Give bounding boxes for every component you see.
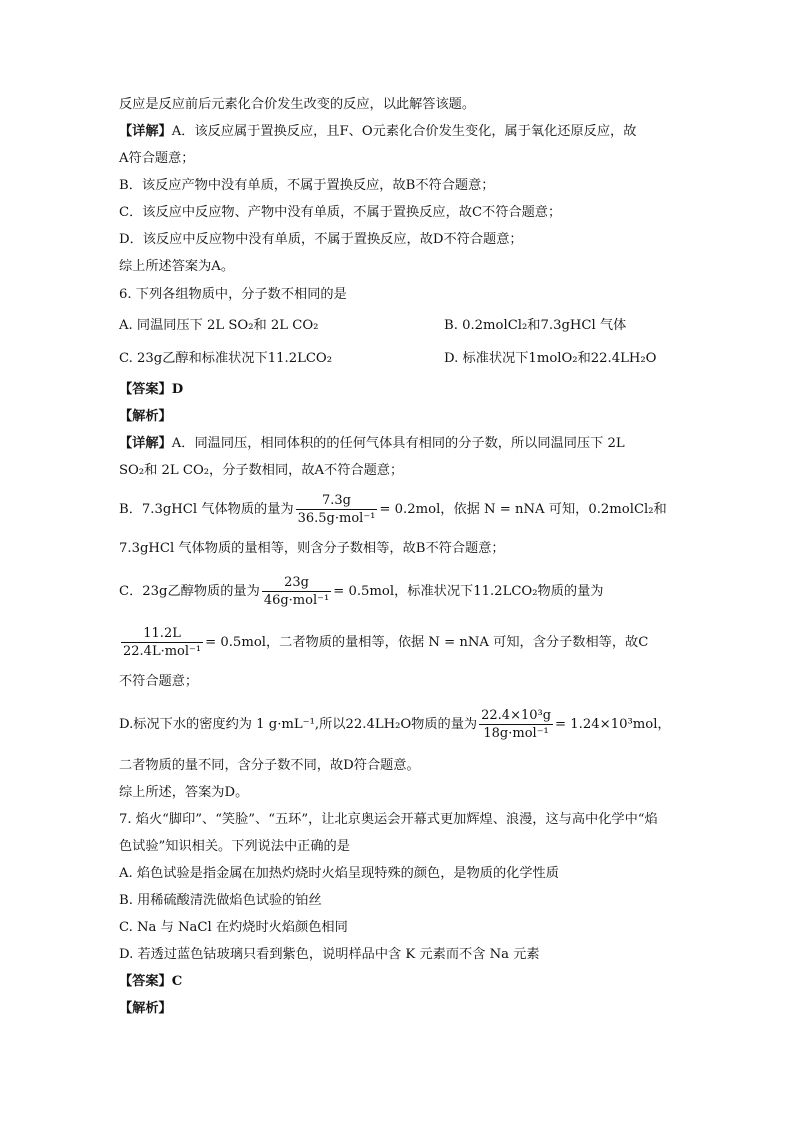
detail-tag: 【详解】: [119, 124, 172, 139]
question-6-stem: 6. 下列各组物质中，分子数不相同的是: [119, 287, 347, 302]
fraction: $\frac{7.3g}{\text{36.5g·mol⁻¹}}$: [297, 493, 376, 526]
q7-option-b: B. 用稀硫酸清洗做焰色试验的铂丝: [119, 893, 322, 908]
q7-answer: 【答案】C: [119, 974, 183, 989]
text-line: 不符合题意；: [119, 674, 199, 689]
q6-option-a: A. 同温同压下 2L SO₂和 2L CO₂: [119, 318, 319, 333]
text-line: D．该反应中反应物中没有单质，不属于置换反应，故D不符合题意；: [119, 232, 523, 247]
fraction: $\frac{11.2L}{\text{22.4L·mol⁻¹}}$: [123, 626, 202, 659]
q6-analysis-tag: 【解析】: [119, 409, 172, 424]
q7-option-a: A. 焰色试验是指金属在加热灼烧时火焰呈现特殊的颜色，是物质的化学性质: [119, 866, 559, 881]
formula-line-d: D.标况下水的密度约为 1 g·mL⁻¹,所以22.4LH₂O物质的量为 $\frac{\text{22.4×10³g}}{\text{18g·mol⁻¹}}$ = 1.24×10³mol，: [119, 708, 671, 741]
text-line: C．该反应中反应物、产物中没有单质，不属于置换反应，故C不符合题意；: [119, 205, 562, 220]
text-line: 7.3gHCl 气体物质的量相等，则含分子数相等，故B不符合题意；: [119, 541, 505, 556]
q6-answer: 【答案】D: [119, 382, 184, 397]
fraction: $\frac{\text{22.4×10³g}}{\text{18g·mol⁻¹}}$: [481, 708, 552, 741]
q7-option-d: D. 若透过蓝色钴玻璃只看到紫色，说明样品中含 K 元素而不含 Na 元素: [119, 947, 540, 962]
formula-line-c2: $\frac{11.2L}{\text{22.4L·mol⁻¹}}$ = 0.5mol，二者物质的量相等，依据 N = nNA 可知，含分子数相等，故C: [123, 626, 649, 659]
question-7-stem: 7. 焰火“脚印”、“笑脸”、“五环”，让北京奥运会开幕式更加辉煌、浪漫，这与高中化学中“焰: [119, 812, 658, 827]
q7-option-c: C. Na 与 NaCl 在灼烧时火焰颜色相同: [119, 920, 348, 935]
q6-option-b: B. 0.2molCl₂和7.3gHCl 气体: [444, 318, 627, 333]
text-line: 【详解】A．同温同压，相同体积的的任何气体具有相同的分子数，所以同温同压下 2L: [119, 436, 625, 451]
text-line: 综上所述，答案为D。: [119, 785, 249, 800]
q7-analysis-tag: 【解析】: [119, 1001, 172, 1016]
formula-line-c: C．23g乙醇物质的量为 $\frac{23g}{\text{46g·mol⁻¹}}$ = 0.5mol，标准状况下11.2LCO₂物质的量为: [119, 575, 604, 608]
text-line: SO₂和 2L CO₂，分子数相同，故A不符合题意；: [119, 463, 404, 478]
text-line: B．该反应产物中没有单质，不属于置换反应，故B不符合题意；: [119, 178, 495, 193]
q6-option-c: C. 23g乙醇和标准状况下11.2LCO₂: [119, 351, 333, 366]
text-line: 【详解】A．该反应属于置换反应，且F、O元素化合价发生变化，属于氧化还原反应，故: [119, 124, 637, 139]
fraction: $\frac{23g}{\text{46g·mol⁻¹}}$: [263, 575, 330, 608]
formula-line-b: B．7.3gHCl 气体物质的量为 $\frac{7.3g}{\text{36.5g·mol⁻¹}}$ = 0.2mol，依据 N = nNA 可知，0.2molCl₂和: [119, 493, 667, 526]
text-line: 反应是反应前后元素化合价发生改变的反应，以此解答该题。: [119, 97, 476, 112]
question-7-stem: 色试验”知识相关。下列说法中正确的是: [119, 839, 350, 854]
q6-option-d: D. 标准状况下1molO₂和22.4LH₂O: [444, 351, 657, 366]
text-line: 综上所述答案为A。: [119, 259, 235, 274]
text-line: A符合题意；: [119, 151, 195, 166]
text-line: 二者物质的量不同，含分子数不同，故D符合题意。: [119, 758, 420, 773]
